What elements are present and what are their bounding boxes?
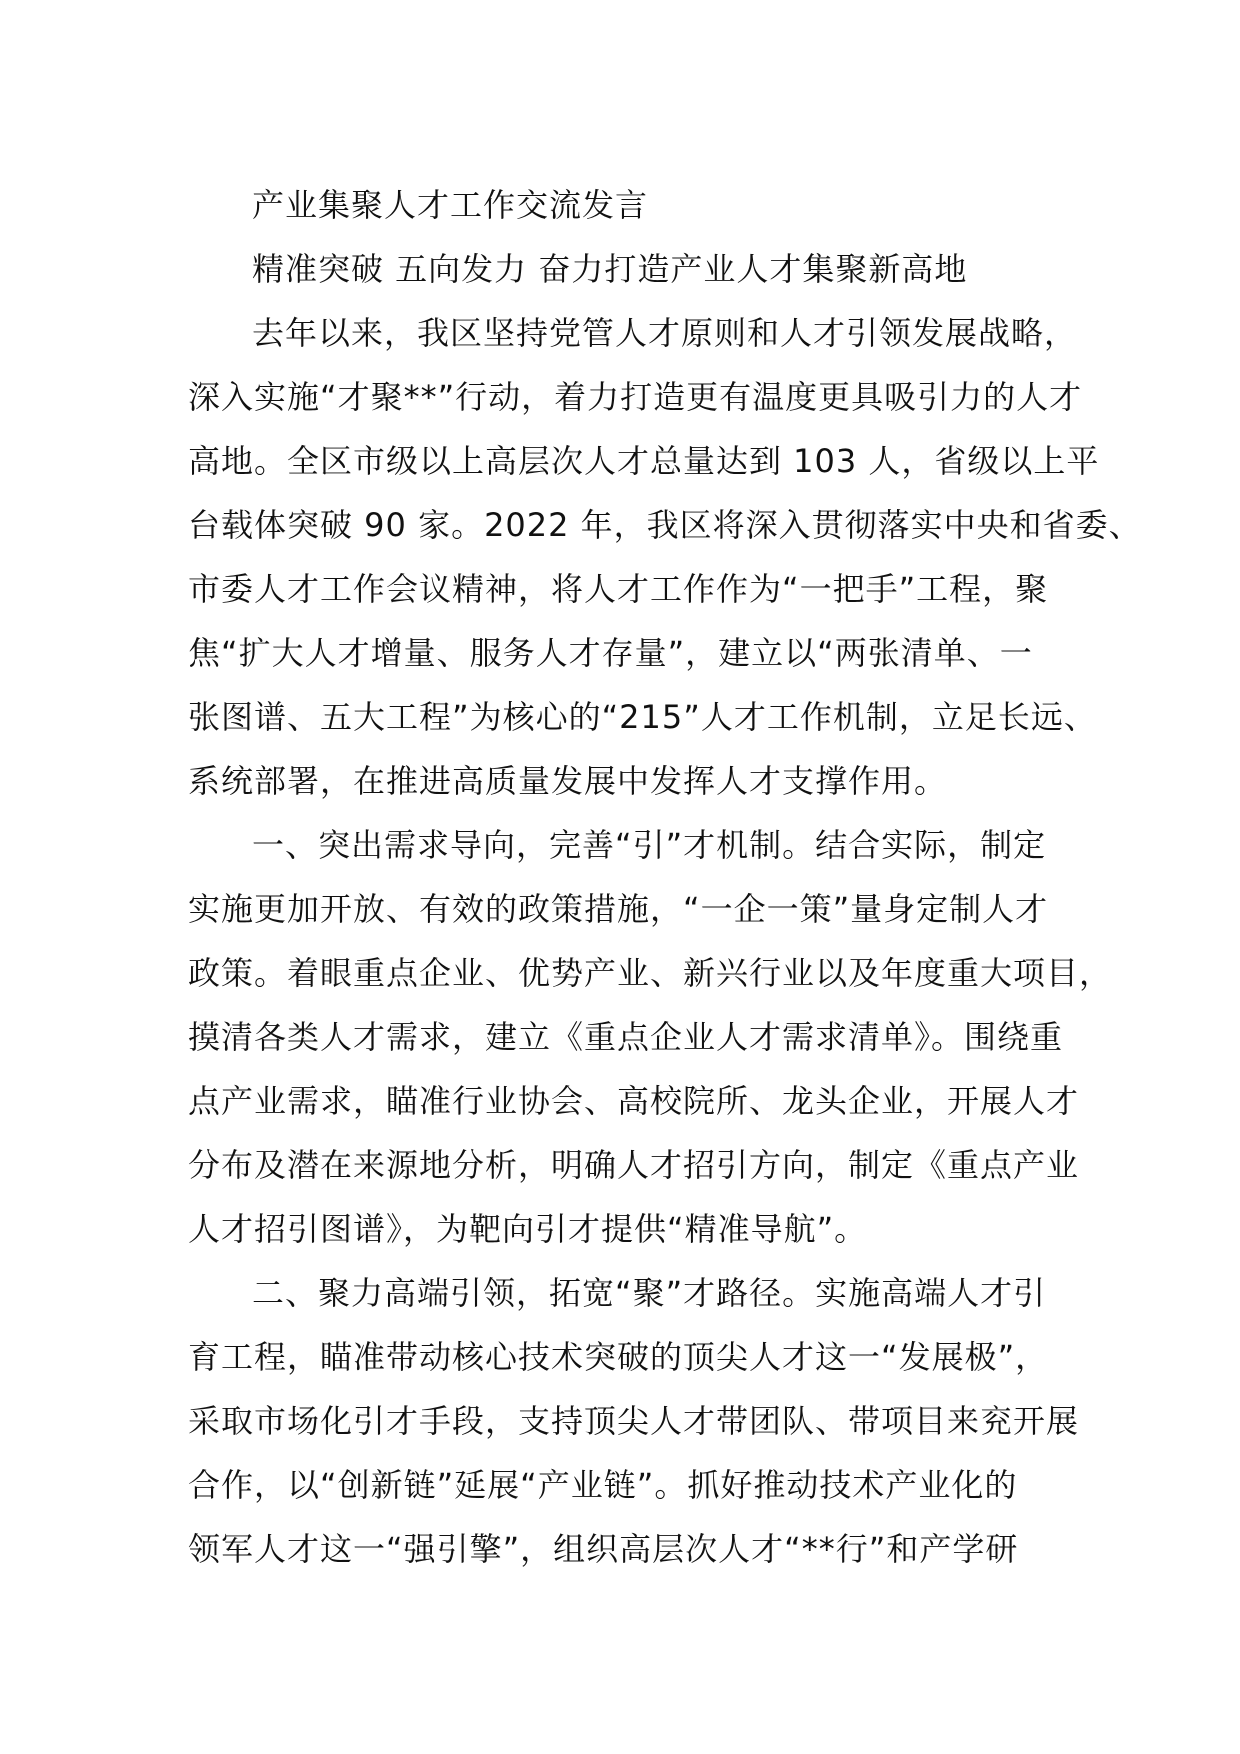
- paragraph-line: 领军人才这一“强引擎”，组织高层次人才“**行”和产学研: [188, 1530, 1019, 1568]
- paragraph-line: 张图谱、五大工程”为核心的“215”人才工作机制，立足长远、: [188, 698, 1097, 736]
- document-subtitle: 精准突破 五向发力 奋力打造产业人才集聚新高地: [252, 250, 968, 288]
- paragraph-line: 二、聚力高端引领，拓宽“聚”才路径。实施高端人才引: [252, 1274, 1047, 1312]
- paragraph-line: 点产业需求，瞄准行业协会、高校院所、龙头企业，开展人才: [188, 1082, 1080, 1120]
- paragraph-line: 采取市场化引才手段，支持顶尖人才带团队、带项目来兖开展: [188, 1402, 1080, 1440]
- paragraph-line: 高地。全区市级以上高层次人才总量达到 103 人，省级以上平: [188, 442, 1100, 480]
- paragraph-line: 一、突出需求导向，完善“引”才机制。结合实际，制定: [252, 826, 1047, 864]
- paragraph-line: 分布及潜在来源地分析，明确人才招引方向，制定《重点产业: [188, 1146, 1080, 1184]
- paragraph-line: 深入实施“才聚**”行动，着力打造更有温度更具吸引力的人才: [188, 378, 1083, 416]
- paragraph-line: 合作，以“创新链”延展“产业链”。抓好推动技术产业化的: [188, 1466, 1018, 1504]
- paragraph-line: 育工程，瞄准带动核心技术突破的顶尖人才这一“发展极”，: [188, 1338, 1049, 1376]
- paragraph-line: 摸清各类人才需求，建立《重点企业人才需求清单》。围绕重: [188, 1018, 1064, 1056]
- document-body: [188, 173, 1142, 1581]
- paragraph-line: 市委人才工作会议精神，将人才工作作为“一把手”工程，聚: [188, 570, 1049, 608]
- document-title: 产业集聚人才工作交流发言: [252, 186, 649, 224]
- paragraph-line: 人才招引图谱》，为靶向引才提供“精准导航”。: [188, 1210, 868, 1248]
- paragraph-line: 台载体突破 90 家。2022 年，我区将深入贯彻落实中央和省委、: [188, 506, 1142, 544]
- paragraph-line: 去年以来，我区坚持党管人才原则和人才引领发展战略，: [252, 314, 1078, 352]
- paragraph-line: 政策。着眼重点企业、优势产业、新兴行业以及年度重大项目，: [188, 954, 1113, 992]
- paragraph-line: 系统部署，在推进高质量发展中发挥人才支撑作用。: [188, 762, 948, 800]
- paragraph-line: 焦“扩大人才增量、服务人才存量”，建立以“两张清单、一: [188, 634, 1033, 672]
- paragraph-line: 实施更加开放、有效的政策措施，“一企一策”量身定制人才: [188, 890, 1049, 928]
